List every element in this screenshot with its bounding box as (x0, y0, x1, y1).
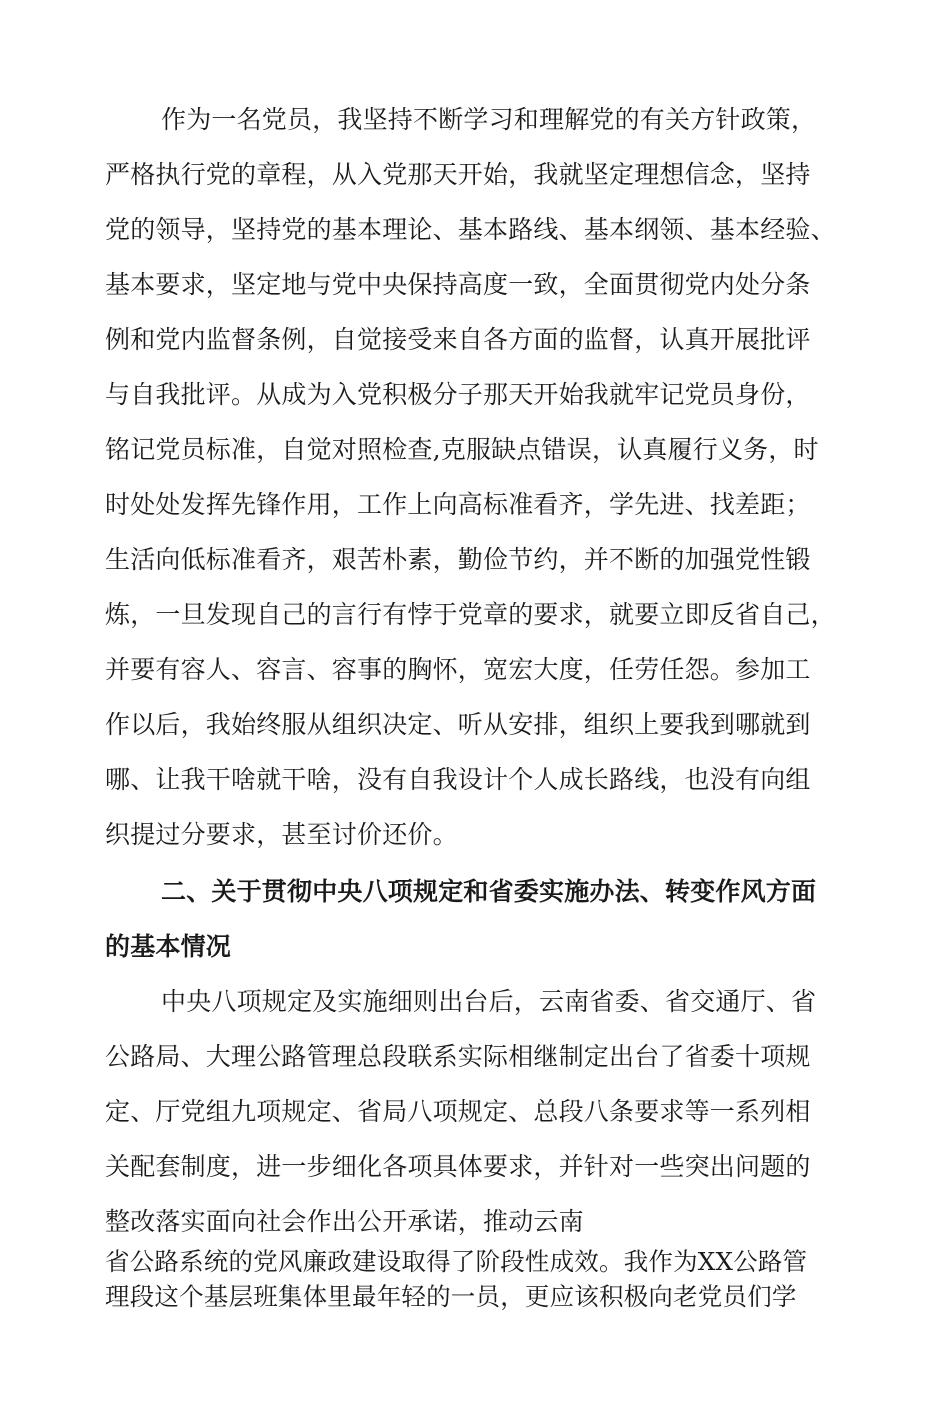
paragraph-line: 时处处发挥先锋作用，工作上向高标准看齐，学先进、找差距； (105, 490, 811, 519)
paragraph-line: 严格执行党的章程，从入党那天开始，我就坚定理想信念，坚持 (105, 160, 811, 189)
paragraph-line: 关配套制度，进一步细化各项具体要求，并针对一些突出问题的 (105, 1152, 811, 1181)
paragraph-line: 省公路系统的党风廉政建设取得了阶段性成效。我作为XX公路管 (105, 1247, 808, 1276)
paragraph-line: 例和党内监督条例，自觉接受来自各方面的监督，认真开展批评 (105, 325, 811, 354)
paragraph-line: 与自我批评。从成为入党积极分子那天开始我就牢记党员身份， (105, 380, 811, 409)
paragraph-line: 理段这个基层班集体里最年轻的一员，更应该积极向老党员们学 (105, 1282, 797, 1311)
paragraph-line: 基本要求，坚定地与党中央保持高度一致，全面贯彻党内处分条 (105, 270, 811, 299)
paragraph-line: 作为一名党员，我坚持不断学习和理解党的有关方针政策， (161, 105, 817, 134)
paragraph-line: 作以后，我始终服从组织决定、听从安排，组织上要我到哪就到 (105, 710, 811, 739)
paragraph-line: 织提过分要求，甚至讨价还价。 (105, 820, 458, 849)
section-heading: 的基本情况 (105, 932, 232, 961)
paragraph-line: 公路局、大理公路管理总段联系实际相继制定出台了省委十项规 (105, 1042, 811, 1071)
paragraph-line: 定、厅党组九项规定、省局八项规定、总段八条要求等一系列相 (105, 1097, 811, 1126)
paragraph-line: 中央八项规定及实施细则出台后，云南省委、省交通厅、省 (161, 987, 817, 1016)
paragraph-line: 整改落实面向社会作出公开承诺，推动云南 (105, 1207, 584, 1236)
paragraph-line: 铭记党员标准，自觉对照检查,克服缺点错误，认真履行义务，时 (105, 435, 819, 464)
paragraph-line: 生活向低标准看齐，艰苦朴素，勤俭节约，并不断的加强党性锻 (105, 545, 811, 574)
paragraph-line: 哪、让我干啥就干啥，没有自我设计个人成长路线，也没有向组 (105, 765, 811, 794)
paragraph-line: 党的领导，坚持党的基本理论、基本路线、基本纲领、基本经验、 (105, 215, 836, 244)
paragraph-line: 炼，一旦发现自己的言行有悖于党章的要求，就要立即反省自己， (105, 600, 836, 629)
section-heading: 二、关于贯彻中央八项规定和省委实施办法、转变作风方面 (161, 877, 817, 906)
paragraph-line: 并要有容人、容言、容事的胸怀，宽宏大度，任劳任怨。参加工 (105, 655, 811, 684)
